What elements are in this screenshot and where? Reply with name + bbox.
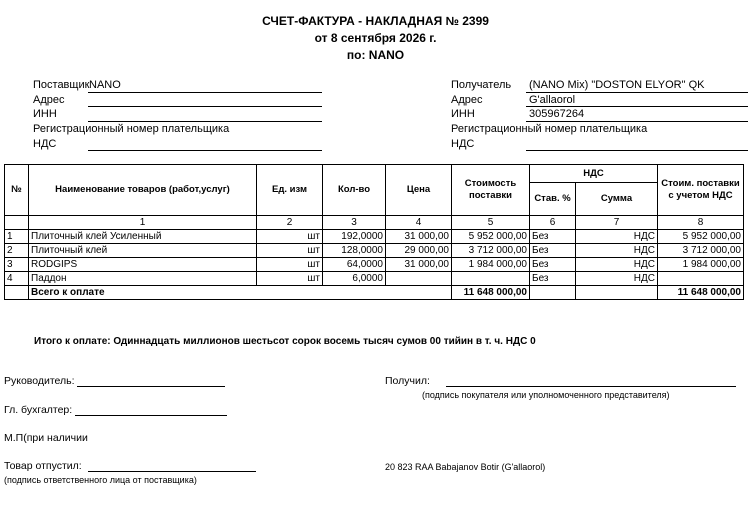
stamp-label: М.П(при наличии (4, 432, 88, 444)
recipient-reg-label: Регистрационный номер плательщика (451, 123, 648, 135)
recipient-inn-line (526, 121, 748, 122)
recipient-inn-label: ИНН (451, 108, 475, 120)
accountant-label: Гл. бухгалтер: (4, 404, 73, 416)
col-header-name: Наименование товаров (работ,услуг) (29, 165, 257, 216)
recipient-address-label: Адрес (451, 94, 483, 106)
row-total: 5 952 000,00 (658, 230, 744, 244)
col-header-vat-group: НДС (530, 165, 658, 183)
row-unit: шт (257, 230, 323, 244)
recipient-vat-line (526, 150, 748, 151)
col-header-vat-rate: Став. % (530, 183, 576, 216)
total-row-spacer (5, 286, 29, 300)
row-total: 1 984 000,00 (658, 258, 744, 272)
row-vat-sum: НДС (576, 258, 658, 272)
row-price (386, 272, 452, 286)
row-cost: 1 984 000,00 (452, 258, 530, 272)
table-row (5, 230, 744, 244)
row-unit: шт (257, 244, 323, 258)
col-header-vat-sum: Сумма (576, 183, 658, 216)
row-price: 31 000,00 (386, 258, 452, 272)
row-unit: шт (257, 258, 323, 272)
row-qty: 6,0000 (323, 272, 386, 286)
col-index (5, 216, 29, 230)
total-with-vat: 11 648 000,00 (658, 286, 744, 300)
total-in-words: Итого к оплате: Одиннадцать миллионов шестьсот сорок восемь тысяч сумов 00 тийин в т. ч. НДС 0 (34, 336, 536, 347)
proxy-info: 20 823 RAA Babajanov Botir (G'allaorol) (385, 462, 546, 472)
head-signature-line (77, 386, 225, 387)
col-header-cost: Стоимость поставки (452, 165, 530, 216)
row-price: 31 000,00 (386, 230, 452, 244)
recipient-label: Получатель (451, 79, 512, 91)
recipient-inn: 305967264 (529, 108, 585, 120)
row-vat-sum: НДС (576, 244, 658, 258)
head-label: Руководитель: (4, 375, 75, 387)
row-total (658, 272, 744, 286)
supplier-inn-label: ИНН (33, 108, 57, 120)
document-title: СЧЕТ-ФАКТУРА - НАКЛАДНАЯ № 2399 (262, 14, 489, 28)
row-qty: 64,0000 (323, 258, 386, 272)
supplier-inn-line (88, 121, 322, 122)
col-index: 3 (323, 216, 386, 230)
document-contract: по: NANO (346, 48, 405, 62)
col-index: 4 (386, 216, 452, 230)
invoice-table (4, 164, 744, 300)
recipient-vat-label: НДС (451, 138, 475, 150)
table-row (5, 244, 744, 258)
row-cost (452, 272, 530, 286)
supplier-name-line (88, 92, 322, 93)
row-vat-rate: Без (530, 230, 576, 244)
recipient-name: (NANO Mix) "DOSTON ELYOR" QK (529, 79, 705, 91)
released-note: (подпись ответственного лица от поставщика) (4, 475, 197, 485)
received-note: (подпись покупателя или уполномоченного представителя) (422, 390, 670, 400)
row-total: 3 712 000,00 (658, 244, 744, 258)
released-label: Товар отпустил: (4, 460, 82, 472)
supplier-vat-line (88, 150, 322, 151)
col-index: 6 (530, 216, 576, 230)
col-index: 8 (658, 216, 744, 230)
recipient-address-line (526, 106, 748, 107)
row-vat-sum: НДС (576, 272, 658, 286)
row-num: 1 (5, 230, 29, 244)
row-num: 4 (5, 272, 29, 286)
col-header-qty: Кол-во (323, 165, 386, 216)
received-signature-line (446, 386, 736, 387)
recipient-address: G'allaorol (529, 94, 576, 106)
table-row (5, 258, 744, 272)
col-index: 1 (29, 216, 257, 230)
col-header-total: Стоим. поставки с учетом НДС (658, 165, 744, 216)
col-index: 2 (257, 216, 323, 230)
supplier-vat-label: НДС (33, 138, 57, 150)
table-row (5, 272, 744, 286)
col-index: 5 (452, 216, 530, 230)
total-cost: 11 648 000,00 (452, 286, 530, 300)
col-header-price: Цена (386, 165, 452, 216)
recipient-name-line (526, 92, 748, 93)
col-index: 7 (576, 216, 658, 230)
row-qty: 128,0000 (323, 244, 386, 258)
total-row-spacer (530, 286, 576, 300)
row-price: 29 000,00 (386, 244, 452, 258)
row-name: Паддон (29, 272, 257, 286)
col-header-unit: Ед. изм (257, 165, 323, 216)
col-header-num: № (5, 165, 29, 216)
received-label: Получил: (385, 375, 430, 387)
supplier-address-line (88, 106, 322, 107)
row-num: 3 (5, 258, 29, 272)
document-date: от 8 сентября 2026 г. (314, 31, 437, 45)
supplier-label: Поставщик (33, 79, 90, 91)
released-signature-line (88, 471, 256, 472)
row-vat-rate: Без (530, 258, 576, 272)
total-row-spacer (576, 286, 658, 300)
row-cost: 5 952 000,00 (452, 230, 530, 244)
row-qty: 192,0000 (323, 230, 386, 244)
row-name: Плиточный клей Усиленный (29, 230, 257, 244)
total-row (5, 286, 744, 300)
row-cost: 3 712 000,00 (452, 244, 530, 258)
row-name: Плиточный клей (29, 244, 257, 258)
supplier-name: NANO (89, 79, 121, 91)
total-label: Всего к оплате (29, 286, 452, 300)
row-vat-rate: Без (530, 244, 576, 258)
row-unit: шт (257, 272, 323, 286)
supplier-address-label: Адрес (33, 94, 65, 106)
row-name: RODGIPS (29, 258, 257, 272)
accountant-signature-line (75, 415, 227, 416)
row-num: 2 (5, 244, 29, 258)
row-vat-rate: Без (530, 272, 576, 286)
row-vat-sum: НДС (576, 230, 658, 244)
supplier-reg-label: Регистрационный номер плательщика (33, 123, 230, 135)
